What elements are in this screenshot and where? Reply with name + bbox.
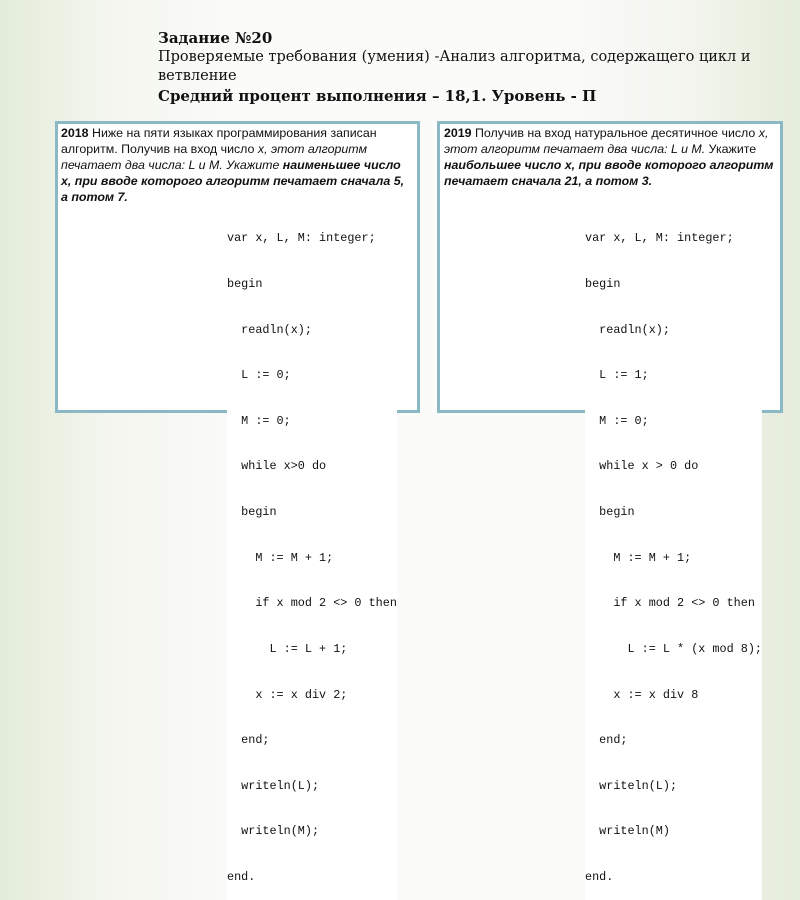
task-text-part: наибольшее число x, при вводе которого алгоритм печатает сначала 21, а потом 3. xyxy=(444,158,774,188)
code-line: L := 1; xyxy=(585,368,649,383)
task-text-part: Получив на вход натуральное десятичное число xyxy=(471,126,759,140)
task-text-part: Ниже на пяти языках программирования записан алгоритм. Получив на вход число xyxy=(61,126,377,156)
code-line: var x, L, M: integer; xyxy=(585,231,734,246)
average-completion: Средний процент выполнения – 18,1. Уровень - П xyxy=(158,87,597,105)
code-line: writeln(L); xyxy=(585,778,678,793)
code-line: writeln(M) xyxy=(585,824,670,839)
code-line: end. xyxy=(227,869,256,884)
task-text-part: Укажите xyxy=(708,142,757,156)
slide-header xyxy=(158,28,778,106)
task-text-part: x, этот алгоритм печатает два числа: L и M. Укажите xyxy=(61,142,367,172)
task-text-part: наименьшее число x, при вводе которого алгоритм печатает сначала 5, а потом 7. xyxy=(61,158,405,204)
code-line: if x mod 2 <> 0 then xyxy=(227,596,397,611)
code-line: x := x div 8 xyxy=(585,687,699,702)
task-text-part: x, этот алгоритм печатает два числа: L и M. xyxy=(444,126,769,156)
code-line: readln(x); xyxy=(585,322,670,337)
code-line: end; xyxy=(227,733,270,748)
code-line: begin xyxy=(227,277,263,292)
code-line: end; xyxy=(585,733,628,748)
task-year: 2019 xyxy=(444,126,472,140)
code-line: M := M + 1; xyxy=(585,550,692,565)
code-line: M := M + 1; xyxy=(227,550,334,565)
code-line: end. xyxy=(585,869,614,884)
task-2018-panel xyxy=(55,121,420,884)
code-line: var x, L, M: integer; xyxy=(227,231,376,246)
code-line: writeln(L); xyxy=(227,778,320,793)
task-2018-text xyxy=(61,125,413,205)
code-line: writeln(M); xyxy=(227,824,320,839)
task-year: 2018 xyxy=(61,126,89,140)
code-line: begin xyxy=(227,505,277,520)
code-line: M := 0; xyxy=(227,413,291,428)
requirements-text: Проверяемые требования (умения) -Анализ алгоритма, содержащего цикл и ветвление xyxy=(158,49,751,84)
code-line: L := L * (x mod 8); xyxy=(585,641,762,656)
code-line: readln(x); xyxy=(227,322,312,337)
code-line: while x>0 do xyxy=(227,459,327,474)
task-2019-panel xyxy=(437,121,783,884)
task-title: Задание №20 xyxy=(158,29,273,47)
task-2019-text xyxy=(444,125,776,189)
code-line: L := L + 1; xyxy=(227,641,348,656)
code-line: if x mod 2 <> 0 then xyxy=(585,596,755,611)
code-line: L := 0; xyxy=(227,368,291,383)
code-line: begin xyxy=(585,277,621,292)
code-line: M := 0; xyxy=(585,413,649,428)
code-line: begin xyxy=(585,505,635,520)
code-listing-2019 xyxy=(585,201,762,900)
code-line: while x > 0 do xyxy=(585,459,699,474)
code-listing-2018 xyxy=(227,201,397,900)
code-line: x := x div 2; xyxy=(227,687,348,702)
